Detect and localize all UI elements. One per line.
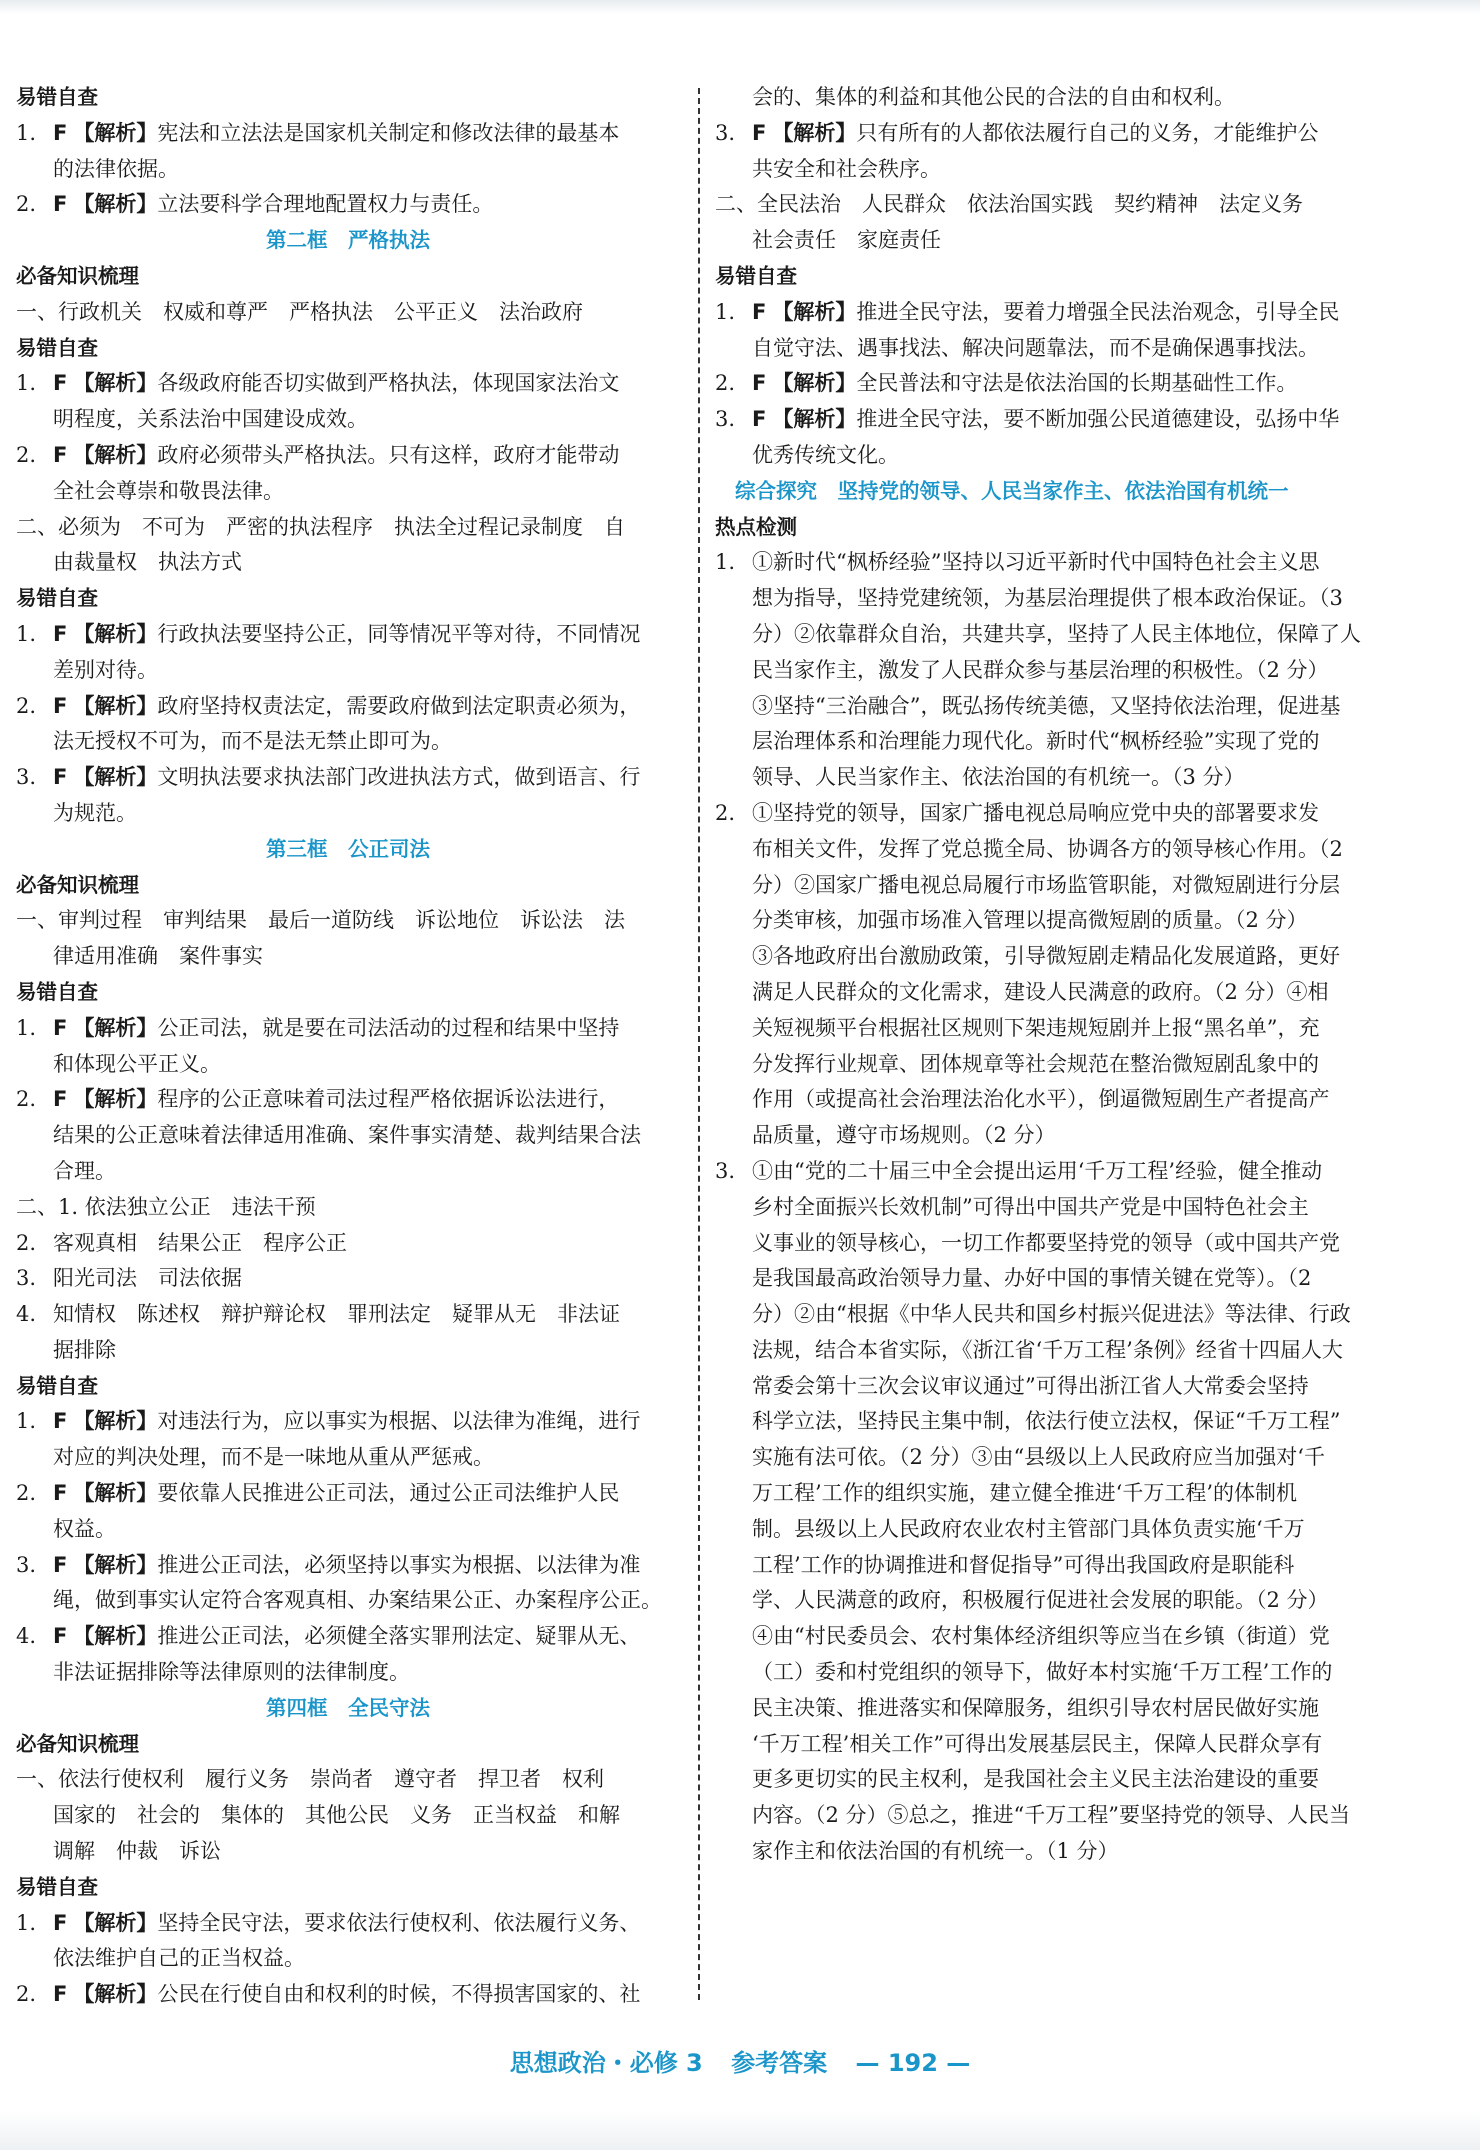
analysis-text: 推进全民守法，要不断加强公民道德建设，弘扬中华 [856, 407, 1340, 432]
item-number: 3. [16, 765, 37, 790]
continuation-line: 层治理体系和治理能力现代化。新时代“枫桥经验”实现了党的 [752, 729, 1320, 754]
continuation-line: 乡村全面振兴长效机制”可得出中国共产党是中国特色社会主 [752, 1194, 1309, 1219]
list-item [16, 1261, 680, 1297]
subsection-heading: 易错自查 [16, 335, 98, 360]
true-false-mark: F [53, 693, 68, 718]
answer-item [16, 1548, 680, 1584]
analysis-label: 【解析】 [73, 765, 158, 790]
analysis-label: 【解析】 [73, 1910, 158, 1935]
footer-section: 参考答案 [731, 2049, 828, 2077]
item-number: 3. [16, 1552, 37, 1577]
item-text: 知情权 陈述权 辩护辩论权 罪刑法定 疑罪从无 非法证 [53, 1302, 620, 1327]
continuation-line: 权益。 [53, 1516, 116, 1541]
continuation-line: 的法律依据。 [53, 156, 179, 181]
true-false-mark: F [53, 765, 68, 790]
answer-item [715, 295, 1380, 331]
item-number: 2. [16, 442, 37, 467]
analysis-text: 要依靠人民推进公正司法，通过公正司法维护人民 [157, 1481, 620, 1506]
analysis-label: 【解析】 [772, 299, 857, 324]
answer-item [16, 1906, 680, 1942]
continuation-line: 法无授权不可为，而不是法无禁止即可为。 [53, 729, 452, 754]
analysis-text: 公正司法，就是要在司法活动的过程和结果中坚持 [157, 1015, 620, 1040]
answer-item [16, 689, 680, 725]
item-number: 1. [715, 299, 736, 324]
continuation-line: 义事业的领导核心，一切工作都要坚持党的领导（或中国共产党 [752, 1230, 1340, 1255]
answer-item [16, 1977, 680, 2013]
continuation-line: 制。县级以上人民政府农业农村主管部门具体负责实施‘千万 [752, 1516, 1305, 1541]
item-text: ①新时代“枫桥经验”坚持以习近平新时代中国特色社会主义思 [752, 550, 1320, 575]
analysis-label: 【解析】 [73, 1015, 158, 1040]
list-item [715, 545, 1380, 581]
analysis-text: 宪法和立法法是国家机关制定和修改法律的最基本 [157, 120, 620, 145]
continuation-line: 更多更切实的民主权利，是我国社会主义民主法治建设的重要 [752, 1767, 1319, 1792]
item-number: 3. [715, 1158, 736, 1183]
true-false-mark: F [752, 299, 767, 324]
answer-item [16, 1619, 680, 1655]
answer-line: 二、必须为 不可为 严密的执法程序 执法全过程记录制度 自 [16, 514, 625, 539]
answer-item [16, 760, 680, 796]
continuation-line: 关短视频平台根据社区规则下架违规短剧并上报“黑名单”，充 [752, 1015, 1320, 1040]
item-number: 2. [16, 1087, 37, 1112]
continuation-line: 品质量，遵守市场规则。（2 分） [752, 1123, 1056, 1148]
true-false-mark: F [53, 442, 68, 467]
continuation-line: 民当家作主，激发了人民群众参与基层治理的积极性。（2 分） [752, 657, 1329, 682]
section-title: 第四框 全民守法 [266, 1695, 430, 1720]
item-number: 1. [16, 120, 37, 145]
item-text: 阳光司法 司法依据 [53, 1266, 242, 1291]
continuation-line: 自觉守法、遇事找法、解决问题靠法，而不是确保遇事找法。 [752, 335, 1319, 360]
continuation-line: 是我国最高政治领导力量、办好中国的事情关键在党等）。（2 [752, 1266, 1312, 1291]
continuation-line: 结果的公正意味着法律适用准确、案件事实清楚、裁判结果合法 [53, 1123, 641, 1148]
subsection-heading: 易错自查 [715, 263, 797, 288]
analysis-text: 对违法行为，应以事实为根据、以法律为准绳，进行 [157, 1409, 641, 1434]
continuation-line: 分）②依靠群众自治，共建共享，坚持了人民主体地位，保障了人 [752, 621, 1361, 646]
continuation-line: 为规范。 [53, 800, 137, 825]
analysis-text: 推进全民守法，要着力增强全民法治观念，引导全民 [856, 299, 1340, 324]
answer-item [715, 366, 1380, 402]
continuation-line: 社会责任 家庭责任 [752, 228, 941, 253]
continuation-line: 民主决策、推进落实和保障服务，组织引导农村居民做好实施 [752, 1695, 1319, 1720]
analysis-label: 【解析】 [772, 371, 857, 396]
true-false-mark: F [752, 120, 767, 145]
analysis-text: 政府必须带头严格执法。只有这样，政府才能带动 [157, 442, 620, 467]
subsection-heading: 必备知识梳理 [16, 1731, 139, 1756]
continuation-line: 科学立法，坚持民主集中制，依法行使立法权，保证“千万工程” [752, 1409, 1341, 1434]
item-number: 3. [715, 407, 736, 432]
answer-item [16, 366, 680, 402]
continuation-line: 内容。（2 分）⑤总之，推进“千万工程”要坚持党的领导、人民当 [752, 1803, 1351, 1828]
continuation-line: 据排除 [53, 1337, 116, 1362]
answer-line: 二、1. 依法独立公正 违法干预 [16, 1194, 316, 1219]
analysis-label: 【解析】 [73, 693, 158, 718]
answer-line: 二、全民法治 人民群众 依法治国实践 契约精神 法定义务 [715, 192, 1303, 217]
analysis-text: 文明执法要求执法部门改进执法方式，做到语言、行 [157, 765, 641, 790]
left-column [16, 80, 680, 2013]
true-false-mark: F [53, 1409, 68, 1434]
continuation-line: 领导、人民当家作主、依法治国的有机统一。（3 分） [752, 765, 1245, 790]
footer-book: 思想政治・必修 3 [509, 2049, 703, 2077]
continuation-line: 法规，结合本省实际，《浙江省‘千万工程’条例》经省十四届人大 [752, 1337, 1343, 1362]
continuation-line: 分类审核，加强市场准入管理以提高微短剧的质量。（2 分） [752, 908, 1308, 933]
answer-item [16, 187, 680, 223]
bottom-edge [0, 2110, 1480, 2150]
continuation-line: 学、人民满意的政府，积极履行促进社会发展的职能。（2 分） [752, 1588, 1329, 1613]
list-item [16, 1226, 680, 1262]
continuation-line: 万工程’工作的组织实施，建立健全推进‘千万工程’的体制机 [752, 1481, 1298, 1506]
true-false-mark: F [53, 371, 68, 396]
true-false-mark: F [752, 407, 767, 432]
continuation-line: 工程’工作的协调推进和督促指导”可得出我国政府是职能科 [752, 1552, 1295, 1577]
right-column [715, 80, 1380, 1870]
continuation-line: 实施有法可依。（2 分）③由“县级以上人民政府应当加强对‘千 [752, 1445, 1325, 1470]
continuation-line: 国家的 社会的 集体的 其他公民 义务 正当权益 和解 [53, 1803, 620, 1828]
analysis-label: 【解析】 [73, 120, 158, 145]
subsection-heading: 热点检测 [715, 514, 797, 539]
answer-item [16, 116, 680, 152]
answer-line: 一、依法行使权利 履行义务 崇尚者 遵守者 捍卫者 权利 [16, 1767, 604, 1792]
continuation-line: 家作主和依法治国的有机统一。（1 分） [752, 1839, 1119, 1864]
analysis-label: 【解析】 [73, 192, 158, 217]
continuation-line: 全社会尊崇和敬畏法律。 [53, 478, 284, 503]
continuation-line: 常委会第十三次会议审议通过”可得出浙江省人大常委会坚持 [752, 1373, 1309, 1398]
true-false-mark: F [53, 1481, 68, 1506]
item-number: 2. [715, 800, 736, 825]
analysis-text: 程序的公正意味着司法过程严格依据诉讼法进行， [157, 1087, 620, 1112]
analysis-text: 公民在行使自由和权利的时候，不得损害国家的、社 [157, 1982, 641, 2007]
analysis-text: 行政执法要坚持公正，同等情况平等对待，不同情况 [157, 621, 641, 646]
true-false-mark: F [53, 1552, 68, 1577]
item-number: 1. [16, 1015, 37, 1040]
analysis-text: 立法要科学合理地配置权力与责任。 [157, 192, 494, 217]
analysis-label: 【解析】 [73, 1624, 158, 1649]
item-number: 1. [16, 371, 37, 396]
item-text: ①坚持党的领导，国家广播电视总局响应党中央的部署要求发 [752, 800, 1319, 825]
continuation-line: ④由“村民委员会、农村集体经济组织等应当在乡镇（街道）党 [752, 1624, 1330, 1649]
true-false-mark: F [53, 621, 68, 646]
continuation-line: 优秀传统文化。 [752, 442, 899, 467]
continuation-line: 律适用准确 案件事实 [53, 944, 263, 969]
analysis-text: 只有所有的人都依法履行自己的义务，才能维护公 [856, 120, 1319, 145]
continuation-line: 明程度，关系法治中国建设成效。 [53, 407, 368, 432]
continuation-line: ‘千万工程’相关工作”可得出发展基层民主，保障人民群众享有 [752, 1731, 1323, 1756]
continuation-line: 作用（或提高社会治理法治化水平），倒逼微短剧生产者提高产 [752, 1087, 1330, 1112]
continuation-line: 由裁量权 执法方式 [53, 550, 242, 575]
subsection-heading: 易错自查 [16, 586, 98, 611]
subsection-heading: 必备知识梳理 [16, 263, 139, 288]
analysis-label: 【解析】 [73, 621, 158, 646]
continuation-line: 分发挥行业规章、团体规章等社会规范在整治微短剧乱象中的 [752, 1051, 1319, 1076]
continuation-line: 差别对待。 [53, 657, 158, 682]
analysis-label: 【解析】 [73, 1087, 158, 1112]
top-edge [0, 0, 1480, 14]
item-number: 2. [16, 192, 37, 217]
true-false-mark: F [752, 371, 767, 396]
true-false-mark: F [53, 1982, 68, 2007]
analysis-label: 【解析】 [772, 120, 857, 145]
true-false-mark: F [53, 1087, 68, 1112]
item-number: 4. [16, 1624, 37, 1649]
continuation-line: ③各地政府出台激励政策，引导微短剧走精品化发展道路，更好 [752, 944, 1340, 969]
continuation-line: 布相关文件，发挥了党总揽全局、协调各方的领导核心作用。（2 [752, 836, 1343, 861]
analysis-text: 政府坚持权责法定，需要政府做到法定职责必须为， [157, 693, 641, 718]
list-item [715, 1154, 1380, 1190]
item-number: 2. [715, 371, 736, 396]
answer-item [715, 402, 1380, 438]
continuation-line: ③坚持“三治融合”，既弘扬传统美德，又坚持依法治理，促进基 [752, 693, 1341, 718]
item-number: 4. [16, 1302, 37, 1327]
subsection-heading: 易错自查 [16, 85, 98, 109]
answer-item [16, 617, 680, 653]
item-text: 客观真相 结果公正 程序公正 [53, 1230, 347, 1255]
analysis-label: 【解析】 [73, 1409, 158, 1434]
answer-item [16, 1404, 680, 1440]
answer-item [16, 1011, 680, 1047]
item-number: 2. [16, 1481, 37, 1506]
continuation-line: 非法证据排除等法律原则的法律制度。 [53, 1660, 410, 1685]
continuation-line: 共安全和社会秩序。 [752, 156, 941, 181]
item-number: 3. [715, 120, 736, 145]
item-number: 1. [16, 621, 37, 646]
item-number: 2. [16, 1982, 37, 2007]
continuation-line: 和体现公平正义。 [53, 1051, 221, 1076]
list-item [715, 796, 1380, 832]
analysis-text: 推进公正司法，必须坚持以事实为根据、以法律为准 [157, 1552, 641, 1577]
item-number: 1. [16, 1910, 37, 1935]
true-false-mark: F [53, 192, 68, 217]
analysis-label: 【解析】 [73, 442, 158, 467]
continuation-line: 想为指导，坚持党建统领，为基层治理提供了根本政治保证。（3 [752, 586, 1343, 611]
column-divider [698, 88, 700, 2000]
subsection-heading: 必备知识梳理 [16, 872, 139, 897]
item-number: 2. [16, 1230, 37, 1255]
item-number: 1. [16, 1409, 37, 1434]
analysis-text: 各级政府能否切实做到严格执法，体现国家法治文 [157, 371, 620, 396]
true-false-mark: F [53, 1624, 68, 1649]
footer-page-number: — 192 — [855, 2049, 971, 2077]
analysis-label: 【解析】 [772, 407, 857, 432]
page-footer [0, 2043, 1480, 2083]
continuation-line: 分）②由“根据《中华人民共和国乡村振兴促进法》等法律、行政 [752, 1302, 1351, 1327]
true-false-mark: F [53, 1015, 68, 1040]
continuation-line: 依法维护自己的正当权益。 [53, 1946, 305, 1971]
continuation-line: 满足人民群众的文化需求，建设人民满意的政府。（2 分）④相 [752, 979, 1329, 1004]
item-number: 3. [16, 1266, 37, 1291]
answer-item [16, 438, 680, 474]
continuation-line: 会的、集体的利益和其他公民的合法的自由和权利。 [752, 85, 1235, 109]
continuation-line: 调解 仲裁 诉讼 [53, 1839, 221, 1864]
list-item [16, 1297, 680, 1333]
section-title: 第三框 公正司法 [266, 836, 430, 861]
subsection-heading: 易错自查 [16, 1373, 98, 1398]
analysis-label: 【解析】 [73, 1552, 158, 1577]
analysis-text: 坚持全民守法，要求依法行使权利、依法履行义务、 [157, 1910, 641, 1935]
true-false-mark: F [53, 120, 68, 145]
answer-item [715, 116, 1380, 152]
answer-item [16, 1476, 680, 1512]
section-title: 第二框 严格执法 [266, 228, 430, 253]
analysis-label: 【解析】 [73, 1481, 158, 1506]
analysis-label: 【解析】 [73, 1982, 158, 2007]
answer-item [16, 1082, 680, 1118]
true-false-mark: F [53, 1910, 68, 1935]
analysis-text: 全民普法和守法是依法治国的长期基础性工作。 [856, 371, 1298, 396]
continuation-line: 合理。 [53, 1158, 116, 1183]
analysis-label: 【解析】 [73, 371, 158, 396]
continuation-line: 绳，做到事实认定符合客观真相、办案结果公正、办案程序公正。 [53, 1588, 662, 1613]
continuation-line: （工）委和村党组织的领导下，做好本村实施‘千万工程’工作的 [752, 1660, 1333, 1685]
continuation-line: 对应的判决处理，而不是一味地从重从严惩戒。 [53, 1445, 494, 1470]
item-number: 1. [715, 550, 736, 575]
item-text: ①由“党的二十届三中全会提出运用‘千万工程’经验，健全推动 [752, 1158, 1323, 1183]
analysis-text: 推进公正司法，必须健全落实罪刑法定、疑罪从无、 [157, 1624, 641, 1649]
subsection-heading: 易错自查 [16, 979, 98, 1004]
continuation-line: 分）②国家广播电视总局履行市场监管职能，对微短剧进行分层 [752, 872, 1340, 897]
subsection-heading: 易错自查 [16, 1874, 98, 1899]
answer-line: 一、审判过程 审判结果 最后一道防线 诉讼地位 诉讼法 法 [16, 908, 625, 933]
item-number: 2. [16, 693, 37, 718]
section-title: 综合探究 坚持党的领导、人民当家作主、依法治国有机统一 [735, 478, 1289, 503]
answer-line: 一、行政机关 权威和尊严 严格执法 公平正义 法治政府 [16, 299, 583, 324]
